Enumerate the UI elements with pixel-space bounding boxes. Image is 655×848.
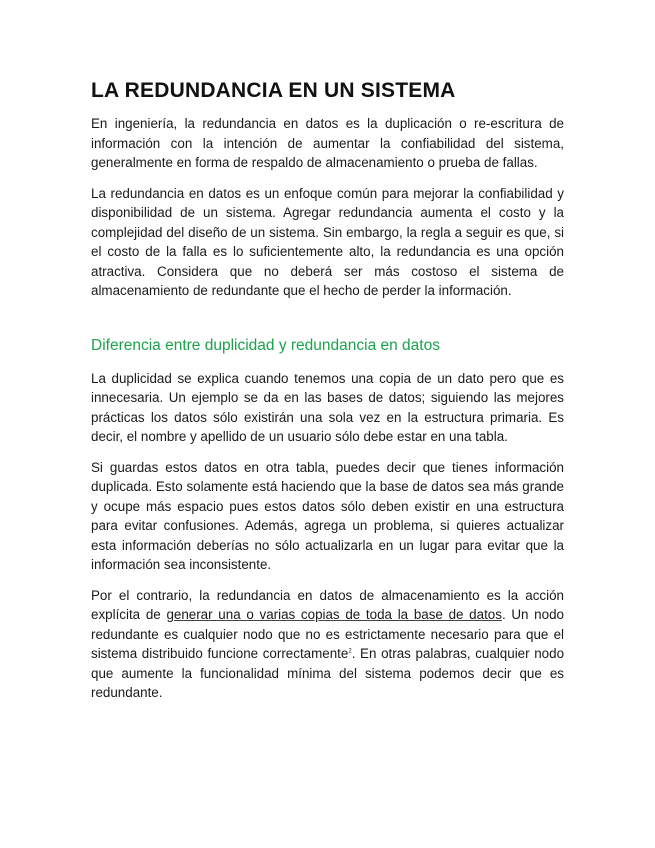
document-page: [91, 76, 564, 714]
page-title: LA REDUNDANCIA EN UN SISTEMA: [91, 79, 456, 102]
intro-paragraph-2: La redundancia en datos es un enfoque común para mejorar la confiabilidad y disponibilidad de un sistema. Agregar redundancia aumenta el costo y la complejidad del diseño de un sistema. Sin embargo, la regla a seguir es que, si el costo de la falla es lo suficientemente alto, la redundancia es una opción atractiva. Considera que no deberá ser más costoso el sistema de almacenamiento de redundante que el hecho de perder la información.: [91, 185, 564, 298]
intro-paragraph-1: En ingeniería, la redundancia en datos es la duplicación o re-escritura de información con la intención de aumentar la confiabilidad del sistema, generalmente en forma de respaldo de almacenamiento o prueba de fallas.: [91, 116, 564, 170]
section-paragraph-1: La duplicidad se explica cuando tenemos una copia de un dato pero que es innecesaria. Un ejemplo se da en las bases de datos; siguiendo las mejores prácticas los datos sólo existirán una sola vez en la estructura primaria. Es decir, el nombre y apellido de un usuario sólo debe estar en una tabla.: [91, 370, 564, 444]
final-paragraph-part3: . En otras palabras, cualquier nodo que aumente la funcionalidad mínima del sistema podemos decir que es redundante.: [91, 646, 565, 700]
footnote-marker[interactable]: 2: [348, 648, 352, 655]
final-paragraph: [91, 586, 564, 703]
final-paragraph-part1: Por el contrario, la redundancia en datos de almacenamiento es la acción explícita de: [91, 587, 564, 622]
backup-copies-link[interactable]: generar una o varias copias de toda la base de datos: [166, 607, 502, 622]
section-paragraph-2: Si guardas estos datos en otra tabla, puedes decir que tienes información duplicada. Esto solamente está haciendo que la base de datos sea más grande y ocupe más espacio pues estos datos sólo deben existir en una estructura para evitar confusiones. Además, agrega un problema, si quieres actualizar esta información deberías no sólo actualizarla en un lugar para evitar que la información sea inconsistente.: [91, 459, 564, 572]
final-paragraph-part2: . Un nodo redundante es cualquier nodo que no es estrictamente necesario para que el sistema distribuido funcione correctamente: [91, 607, 564, 661]
section-heading: Diferencia entre duplicidad y redundancia en datos: [91, 336, 440, 354]
